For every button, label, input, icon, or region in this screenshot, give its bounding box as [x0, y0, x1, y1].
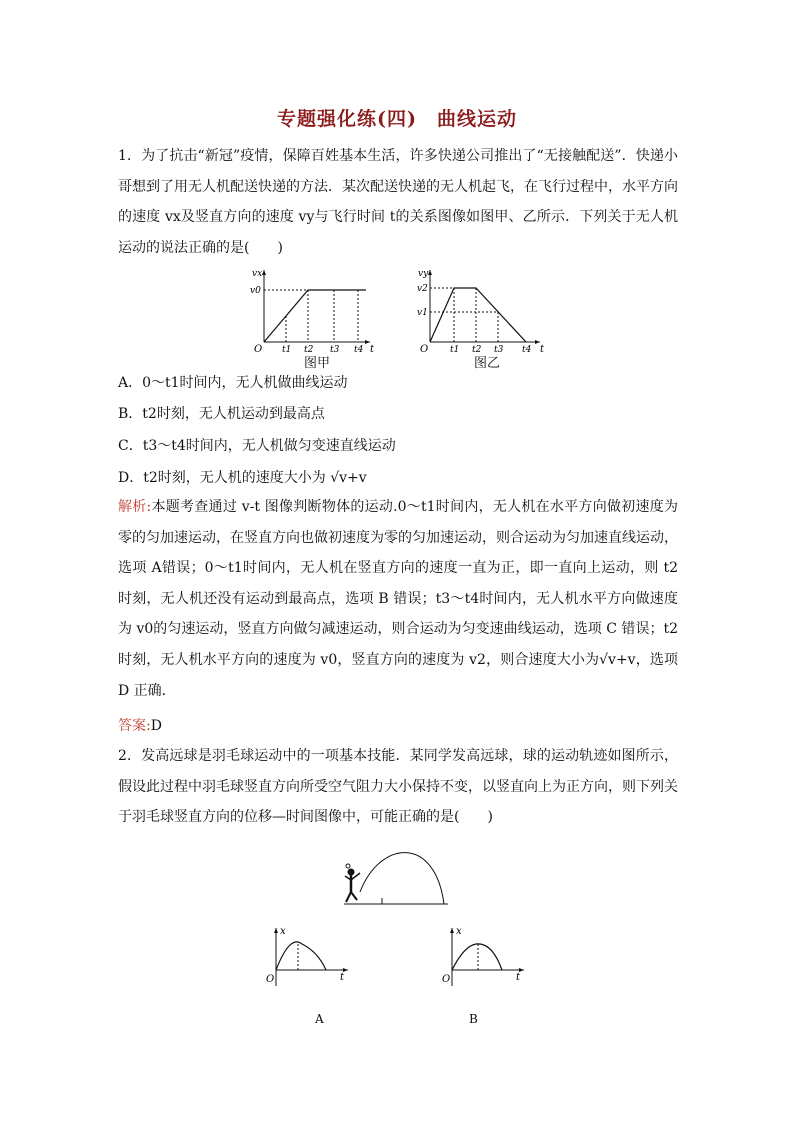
analysis-label: 解析: [118, 499, 152, 515]
y-tick-label: v0 [250, 286, 261, 296]
tick-t1: t1 [282, 345, 292, 354]
curve-a [276, 942, 326, 970]
y-tick-v2: v2 [417, 284, 428, 294]
graph-a-origin: O [266, 974, 275, 985]
answer-line [118, 716, 162, 736]
origin-label: O [254, 344, 263, 354]
graph-a [262, 924, 352, 990]
x-axis-label: t [540, 344, 545, 354]
figure-yi [414, 266, 548, 354]
figure-jia-caption: 图甲 [304, 356, 331, 371]
question-1-text: 1．为了抗击“新冠”疫情，保障百姓基本生活，许多快递公司推出了“无接触配送”．快递小哥想到了用无人机配送快递的方法．某次配送快递的无人机起飞，在飞行过程中，水平方向的速度 vx及竖直方向的速度 vy与飞行时间 t的关系图像如图甲、乙所示．下列关于无人机运动的说法正确的是( ) [118, 148, 678, 256]
graph-b-origin: O [442, 974, 451, 985]
analysis-text: 本题考查通过 v-t 图像判断物体的运动.0～t1时间内，无人机在水平方向做初速度为零的匀加速运动，在竖直方向也做初速度为零的匀加速运动，则合运动为匀加速直线运动，选项 A错误；0～t1时间内，无人机在竖直方向的速度一直为正，即一直向上运动，则 t2时刻，无人机还没有运动到最高点，选项 B 错误；t3～t4时间内，无人机水平方向做速度为 v0的匀速运动，竖直方向做匀减速运动，则合运动为匀变速曲线运动，选项 C 错误；t2时刻，无人机水平方向的速度为 v0，竖直方向的速度为 v2，则合速度大小为√v+v，选项 D 正确． [118, 499, 678, 699]
y-axis-label: vx [252, 269, 263, 279]
option-c: C．t3～t4时间内，无人机做匀变速直线运动 [118, 438, 396, 454]
player-silhouette [345, 864, 360, 902]
trajectory-figure [340, 840, 455, 912]
answer-label: 答案: [118, 718, 151, 734]
tick-t2: t2 [472, 345, 482, 354]
x-axis-label: t [370, 344, 375, 354]
graph-b-y-label: x [456, 926, 462, 937]
page-title: 专题强化练(四) 曲线运动 [277, 108, 517, 130]
tick-t1: t1 [450, 345, 460, 354]
trajectory-curve [360, 853, 444, 904]
tick-t3: t3 [330, 345, 340, 354]
graph-a-caption: A [315, 1012, 324, 1026]
tick-t4: t4 [522, 345, 532, 354]
figure-yi-caption: 图乙 [474, 356, 501, 371]
tick-t3: t3 [494, 345, 504, 354]
analysis-block [118, 492, 678, 706]
graph-b-caption: B [469, 1012, 478, 1026]
graph-b-x-label: t [516, 972, 521, 983]
tick-t4: t4 [354, 345, 364, 354]
option-a: A．0～t1时间内，无人机做曲线运动 [118, 375, 348, 391]
curve-b [452, 944, 502, 970]
origin-label: O [420, 344, 429, 354]
question-2-text: 2．发高远球是羽毛球运动中的一项基本技能．某同学发高远球，球的运动轨迹如图所示，假设此过程中羽毛球竖直方向所受空气阻力大小保持不变，以竖直向上为正方向，则下列关于羽毛球竖直方向的位移—时间图像中，可能正确的是( ) [118, 748, 678, 826]
option-d: D．t2时刻，无人机的速度大小为 √v+v [118, 470, 367, 486]
vy-curve [430, 288, 526, 342]
option-b: B．t2时刻，无人机运动到最高点 [118, 406, 325, 422]
tick-t2: t2 [304, 345, 314, 354]
figure-jia [248, 266, 378, 354]
graph-a-y-label: x [280, 926, 286, 937]
graph-a-x-label: t [340, 972, 345, 983]
y-axis-label: vy [418, 269, 429, 279]
vx-curve [264, 290, 366, 342]
y-tick-v1: v1 [417, 308, 428, 318]
answer-value: D [150, 718, 162, 734]
graph-b [438, 924, 528, 990]
